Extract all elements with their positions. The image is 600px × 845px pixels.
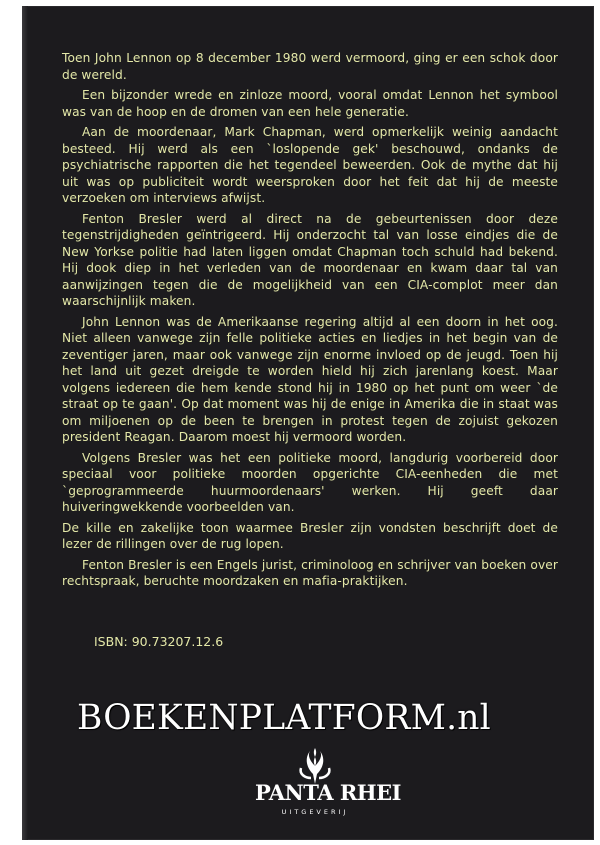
paragraph-4: Fenton Bresler werd al direct na de gebeurtenissen door deze tegenstrijdigheden geïntrigeerd. Hij onderzocht tal van losse eindjes die de New Yorkse politie had laten liggen omdat Chapman toch schuld had bekend. Hij dook diep in het verleden van de moordenaar en kwam daar tal van aanwijzingen tegen die de mogelijkheid van een CIA-complot meer dan waarschijnlijk maken. [62, 211, 558, 308]
paragraph-6: Volgens Bresler was het een politieke moord, langdurig voorbereid door speciaal voor politieke moorden opgerichte CIA-eenheden die met `geprogrammeerde huurmoordenaars' werken. Hij geeft daar huiveringwekkende voorbeelden van. [62, 450, 558, 514]
blurb-text [62, 50, 558, 594]
watermark: BOEKENPLATFORM.nl [77, 698, 491, 738]
publisher-name: PANTA RHEI [255, 780, 401, 805]
isbn-number: ISBN: 90.73207.12.6 [94, 634, 224, 649]
spine-edge [22, 6, 28, 840]
paragraph-7: De kille en zakelijke toon waarmee Bresler zijn vondsten beschrijft doet de lezer de rillingen over de rug lopen. [62, 520, 558, 551]
paragraph-5: John Lennon was de Amerikaanse regering altijd al een doorn in het oog. Niet alleen vanwege zijn felle politieke acties en liedjes in het begin van de zeventiger jaren, maar ook vanwege zijn enorme invloed op de jeugd. Toen hij het land uit gezet dreigde te worden hield hij zich jarenlang koest. Maar volgens iedereen die hem kende stond hij in 1980 op het punt om weer `de straat op te gaan'. Op dat moment was hij de enige in Amerika die in staat was om miljoenen op de been te brengen in protest tegen de zojuist gekozen president Reagan. Daarom moest hij vermoord worden. [62, 314, 558, 444]
paragraph-8: Fenton Bresler is een Engels jurist, criminoloog en schrijver van boeken over rechtspraak, beruchte moordzaken en mafia-praktijken. [62, 557, 558, 588]
publisher-subtitle: UITGEVERIJ [281, 808, 349, 816]
paragraph-2: Een bijzonder wrede en zinloze moord, vooral omdat Lennon het symbool was van de hoop en de dromen van een hele generatie. [62, 88, 558, 119]
publisher-logo [255, 746, 401, 828]
paragraph-3: Aan de moordenaar, Mark Chapman, werd opmerkelijk weinig aandacht besteed. Hij werd als een `loslopende gek' beschouwd, ondanks de psychiatrische rapporten die het tegendeel beweerden. Ook de mythe dat hij uit was op publiciteit wordt weersproken door het feit dat hij de meeste verzoeken om interviews afwijst. [62, 125, 558, 205]
paragraph-1: Toen John Lennon op 8 december 1980 werd vermoord, ging er een schok door de wereld. [62, 51, 558, 82]
